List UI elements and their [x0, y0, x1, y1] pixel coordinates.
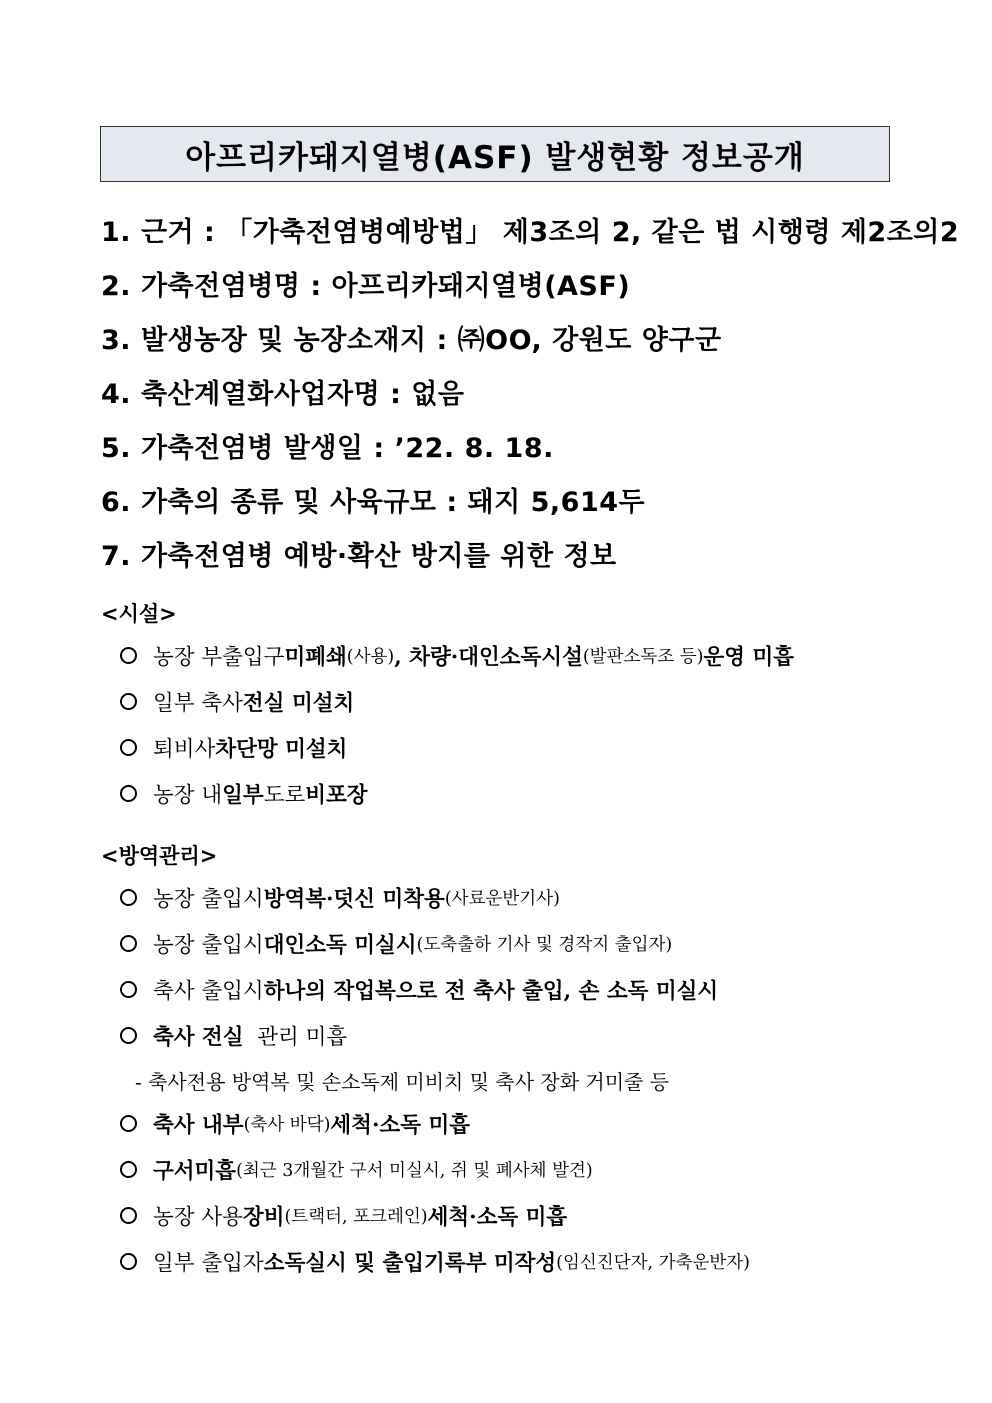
item-basis: 1. 근거 : 「가축전염병예방법」 제3조의 2, 같은 법 시행령 제2조의2 — [101, 217, 960, 248]
quarantine-sub-note: - 축사전용 방역복 및 손소독제 미비치 및 축사 장화 거미줄 등 — [135, 1070, 670, 1094]
bullet-circle-icon — [120, 1161, 137, 1178]
quarantine-bullet-4: 축사 전실 관리 미흡 — [120, 1020, 347, 1051]
item-integrator: 4. 축산계열화사업자명 : 없음 — [101, 379, 465, 410]
bullet-circle-icon — [120, 1253, 137, 1270]
bullet-circle-icon — [120, 1115, 137, 1132]
facilities-header: <시설> — [101, 602, 177, 626]
item-outbreak-date: 5. 가축전염병 발생일 : ’22. 8. 18. — [101, 433, 554, 464]
bullet-circle-icon — [120, 739, 137, 756]
bullet-circle-icon — [120, 647, 137, 664]
quarantine-bullet-7: 농장 사용 장비 (트랙터, 포크레인) 세척·소독 미흡 — [120, 1200, 567, 1231]
facility-bullet-1: 농장 부출입구 미폐쇄 (사용) , 차량·대인소독시설 (발판소독조 등) 운영 미흡 — [120, 640, 794, 671]
quarantine-bullet-5: 축사 내부 (축사 바닥) 세척·소독 미흡 — [120, 1108, 470, 1139]
facility-bullet-2: 일부 축사 전실 미설치 — [120, 686, 354, 717]
item-farm-location: 3. 발생농장 및 농장소재지 : ㈜OO, 강원도 양구군 — [101, 325, 722, 356]
bullet-circle-icon — [120, 693, 137, 710]
item-livestock-scale: 6. 가축의 종류 및 사육규모 : 돼지 5,614두 — [101, 487, 646, 518]
bullet-circle-icon — [120, 889, 137, 906]
facility-bullet-4: 농장 내 일부 도로 비포장 — [120, 778, 368, 809]
bullet-circle-icon — [120, 1027, 137, 1044]
bullet-circle-icon — [120, 935, 137, 952]
bullet-circle-icon — [120, 1207, 137, 1224]
quarantine-bullet-2: 농장 출입시 대인소독 미실시 (도축출하 기사 및 경작지 출입자) — [120, 928, 672, 959]
quarantine-bullet-8: 일부 출입자 소독실시 및 출입기록부 미작성 (임신진단자, 가축운반자) — [120, 1246, 750, 1277]
quarantine-bullet-6: 구서미흡 (최근 3개월간 구서 미실시, 쥐 및 폐사체 발견) — [120, 1154, 593, 1185]
bullet-circle-icon — [120, 785, 137, 802]
item-disease-name: 2. 가축전염병명 : 아프리카돼지열병(ASF) — [101, 271, 631, 302]
bullet-circle-icon — [120, 981, 137, 998]
title-box — [100, 126, 890, 182]
item-prevention-info: 7. 가축전염병 예방·확산 방지를 위한 정보 — [101, 541, 617, 572]
quarantine-bullet-3: 축사 출입시 하나의 작업복으로 전 축사 출입, 손 소독 미실시 — [120, 974, 718, 1005]
quarantine-bullet-1: 농장 출입시 방역복·덧신 미착용 (사료운반기사) — [120, 882, 560, 913]
page-title: 아프리카돼지열병(ASF) 발생현황 정보공개 — [185, 139, 805, 176]
facility-bullet-3: 퇴비사 차단망 미설치 — [120, 732, 347, 763]
quarantine-header: <방역관리> — [101, 844, 218, 868]
